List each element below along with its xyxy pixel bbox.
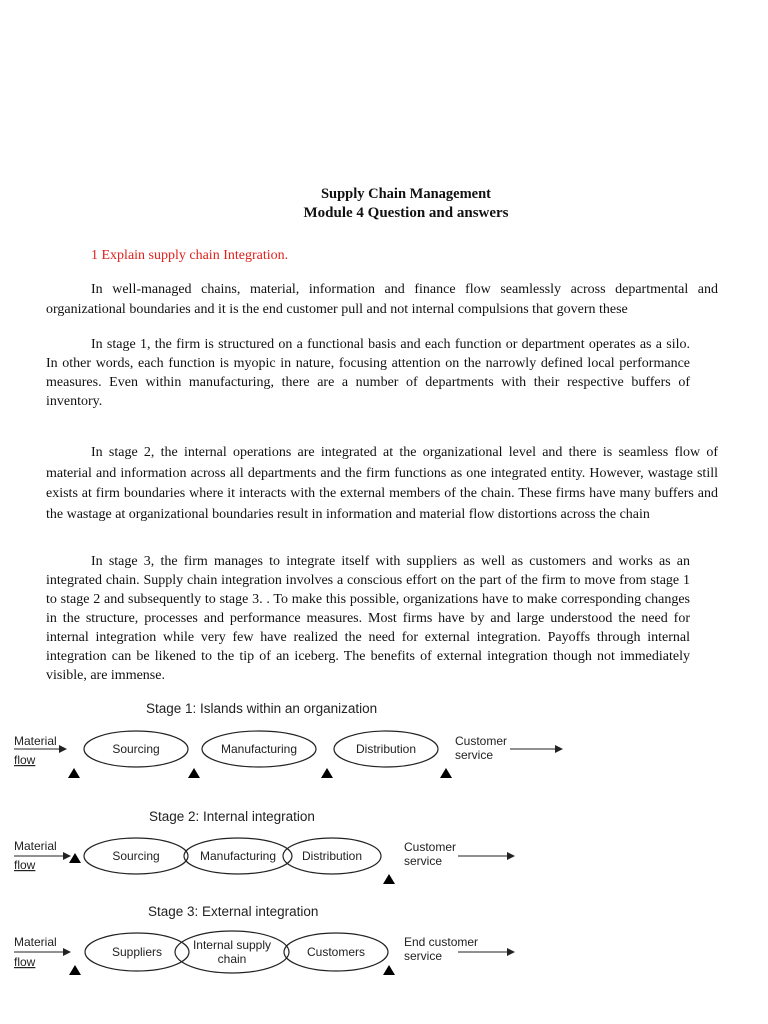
- stage-3-suppliers-label: Suppliers: [111, 945, 163, 959]
- stage-2-end-label-1: Customer: [404, 840, 457, 854]
- stage-2-end-label-2: service: [404, 854, 443, 868]
- stage-1-material-label: Material: [14, 734, 57, 748]
- stage-1-buffer-icon: [440, 768, 452, 778]
- stage-2-sourcing-label: Sourcing: [112, 849, 160, 863]
- paragraph-stage-1: In stage 1, the firm is structured on a functional basis and each function or department operates as a silo. In other words, each function is myopic in nature, focusing attention on the narrowly defined local performance measures. Even within manufacturing, there are a number of departments with their respective buffers of inventory.: [46, 337, 690, 409]
- stage-1-buffer-icon: [188, 768, 200, 778]
- stage-1-end-label-2: service: [455, 748, 494, 762]
- stage-2-buffer-icon: [69, 853, 81, 863]
- stage-1-end-label-1: Customer: [455, 734, 508, 748]
- stage-1-manufacturing-label: Manufacturing: [220, 742, 298, 756]
- stage-3-flow-label: flow: [14, 955, 36, 969]
- stage-2-title: Stage 2: Internal integration: [149, 809, 315, 824]
- stage-3-internal-chain-label-2: chain: [217, 952, 247, 966]
- stage-3-internal-chain-label-1: Internal supply: [192, 938, 272, 952]
- stage-3-buffer-icon: [383, 965, 395, 975]
- integration-stages-diagram: [0, 692, 768, 992]
- stage-2-flow-label: flow: [14, 858, 36, 872]
- stage-3-end-label-1: End customer: [404, 935, 479, 949]
- paragraph-stage-3: In stage 3, the firm manages to integrate itself with suppliers as well as customers and works as an integrated chain. Supply chain integration involves a conscious effort on the part of the firm to move from stage 1 to stage 2 and subsequently to stage 3. . To make this possible, organizations have to make corresponding changes in the structure, processes and performance measures. Most firms have by and large understood the need for internal integration while very few have realized the need for external integration. Payoffs through internal integration can be likened to the tip of an iceberg. The benefits of external integration though not immediately visible, are immense.: [46, 554, 690, 683]
- stage-3-group: [14, 904, 514, 975]
- paragraph-stage-2: In stage 2, the internal operations are integrated at the organizational level and there is seamless flow of material and information across all departments and the firm functions as one integrated entity. However, wastage still exists at firm boundaries where it interacts with the external members of the chain. These firms have many buffers and the wastage at organizational boundaries result in information and material flow distortions across the chain: [46, 445, 718, 522]
- document-title: Supply Chain Management: [320, 186, 491, 202]
- stage-1-sourcing-label: Sourcing: [112, 742, 160, 756]
- stage-1-group: [14, 701, 562, 778]
- stage-3-buffer-icon: [69, 965, 81, 975]
- stage-3-customers-label: Customers: [306, 945, 366, 959]
- stage-3-end-label-2: service: [404, 949, 443, 963]
- stage-2-group: [14, 809, 514, 884]
- stage-1-title: Stage 1: Islands within an organization: [146, 701, 378, 716]
- stage-2-buffer-icon: [383, 874, 395, 884]
- stage-3-material-label: Material: [14, 935, 57, 949]
- question-heading: 1 Explain supply chain Integration.: [91, 248, 289, 263]
- stage-3-title: Stage 3: External integration: [148, 904, 319, 919]
- document-subtitle: Module 4 Question and answers: [303, 205, 509, 221]
- stage-1-flow-label: flow: [14, 753, 36, 767]
- paragraph-intro: In well-managed chains, material, information and finance flow seamlessly across departmental and organizational boundaries and it is the end customer pull and not internal compulsions that govern these: [46, 282, 718, 317]
- stage-1-distribution-label: Distribution: [355, 742, 417, 756]
- stage-1-buffer-icon: [321, 768, 333, 778]
- stage-2-manufacturing-label: Manufacturing: [199, 849, 277, 863]
- stage-2-distribution-label: Distribution: [301, 849, 363, 863]
- stage-1-buffer-icon: [68, 768, 80, 778]
- stage-2-material-label: Material: [14, 839, 57, 853]
